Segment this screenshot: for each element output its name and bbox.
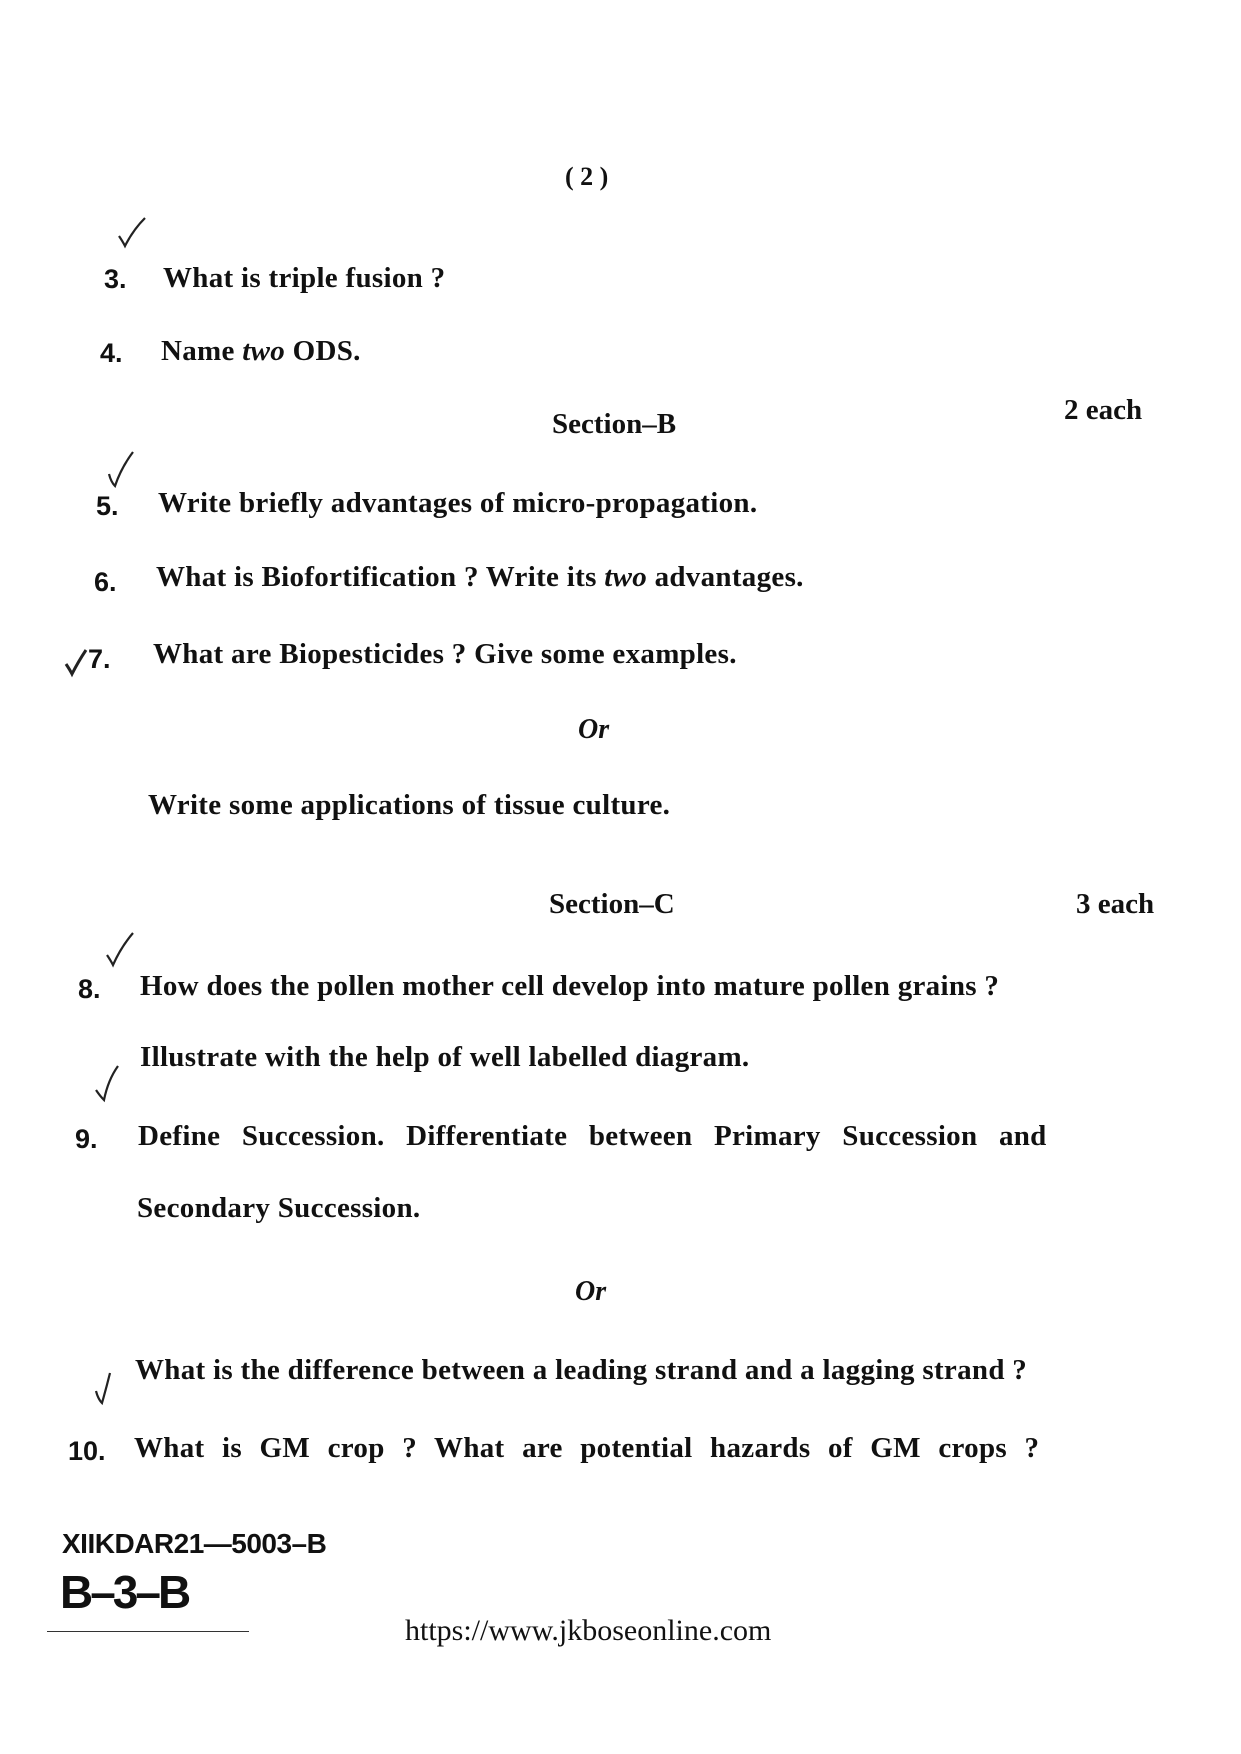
- section-c-title: Section–C: [549, 888, 675, 920]
- question-number: 6.: [94, 567, 117, 597]
- question-text: [156, 561, 804, 594]
- question-number: 8.: [78, 974, 101, 1004]
- or-separator: Or: [578, 714, 610, 745]
- footer-rule: [47, 1631, 249, 1632]
- question-text: What is triple fusion ?: [163, 262, 446, 294]
- question-text: [161, 335, 361, 368]
- question-number: 7.: [88, 644, 111, 674]
- question-text: What is GM crop ? What are potential hazards of GM crops ?: [134, 1432, 1040, 1464]
- section-b-title: Section–B: [552, 408, 677, 440]
- section-b-marks: 2 each: [1064, 394, 1143, 426]
- question-number: 5.: [96, 491, 119, 521]
- series-code: B–3–B: [60, 1566, 189, 1618]
- question-text: Write some applications of tissue culture.: [148, 789, 671, 821]
- question-text: Secondary Succession.: [137, 1192, 421, 1224]
- question-text-part: Name: [161, 335, 243, 367]
- question-number: 3.: [104, 264, 127, 294]
- tick-mark-icon: [103, 925, 143, 975]
- question-text-part: ODS.: [285, 335, 361, 367]
- tick-mark-icon: [92, 1365, 132, 1415]
- question-text: Define Succession. Differentiate between Primary Succession and: [138, 1120, 1047, 1152]
- question-text: How does the pollen mother cell develop into mature pollen grains ?: [140, 970, 1000, 1002]
- emphasis-text: two: [604, 561, 648, 593]
- or-separator: Or: [575, 1276, 607, 1307]
- question-number: 4.: [100, 338, 123, 368]
- question-number: 9.: [75, 1124, 98, 1154]
- tick-mark-icon: [92, 1060, 132, 1110]
- question-text: Illustrate with the help of well labelled diagram.: [140, 1041, 750, 1073]
- paper-code: XIIKDAR21—5003–B: [62, 1528, 327, 1559]
- website-url[interactable]: https://www.jkboseonline.com: [405, 1614, 772, 1647]
- question-text-part: What is Biofortification ? Write its: [156, 561, 605, 593]
- section-c-marks: 3 each: [1076, 888, 1155, 920]
- emphasis-text: two: [242, 335, 286, 367]
- page-number: ( 2 ): [565, 162, 609, 191]
- question-text-part: advantages.: [647, 561, 804, 593]
- question-text: What is the difference between a leading strand and a lagging strand ?: [135, 1354, 1028, 1386]
- question-text: What are Biopesticides ? Give some examples.: [153, 638, 737, 670]
- question-number: 10.: [68, 1436, 106, 1466]
- tick-mark-icon: [115, 212, 155, 262]
- question-text: Write briefly advantages of micro-propagation.: [158, 487, 758, 519]
